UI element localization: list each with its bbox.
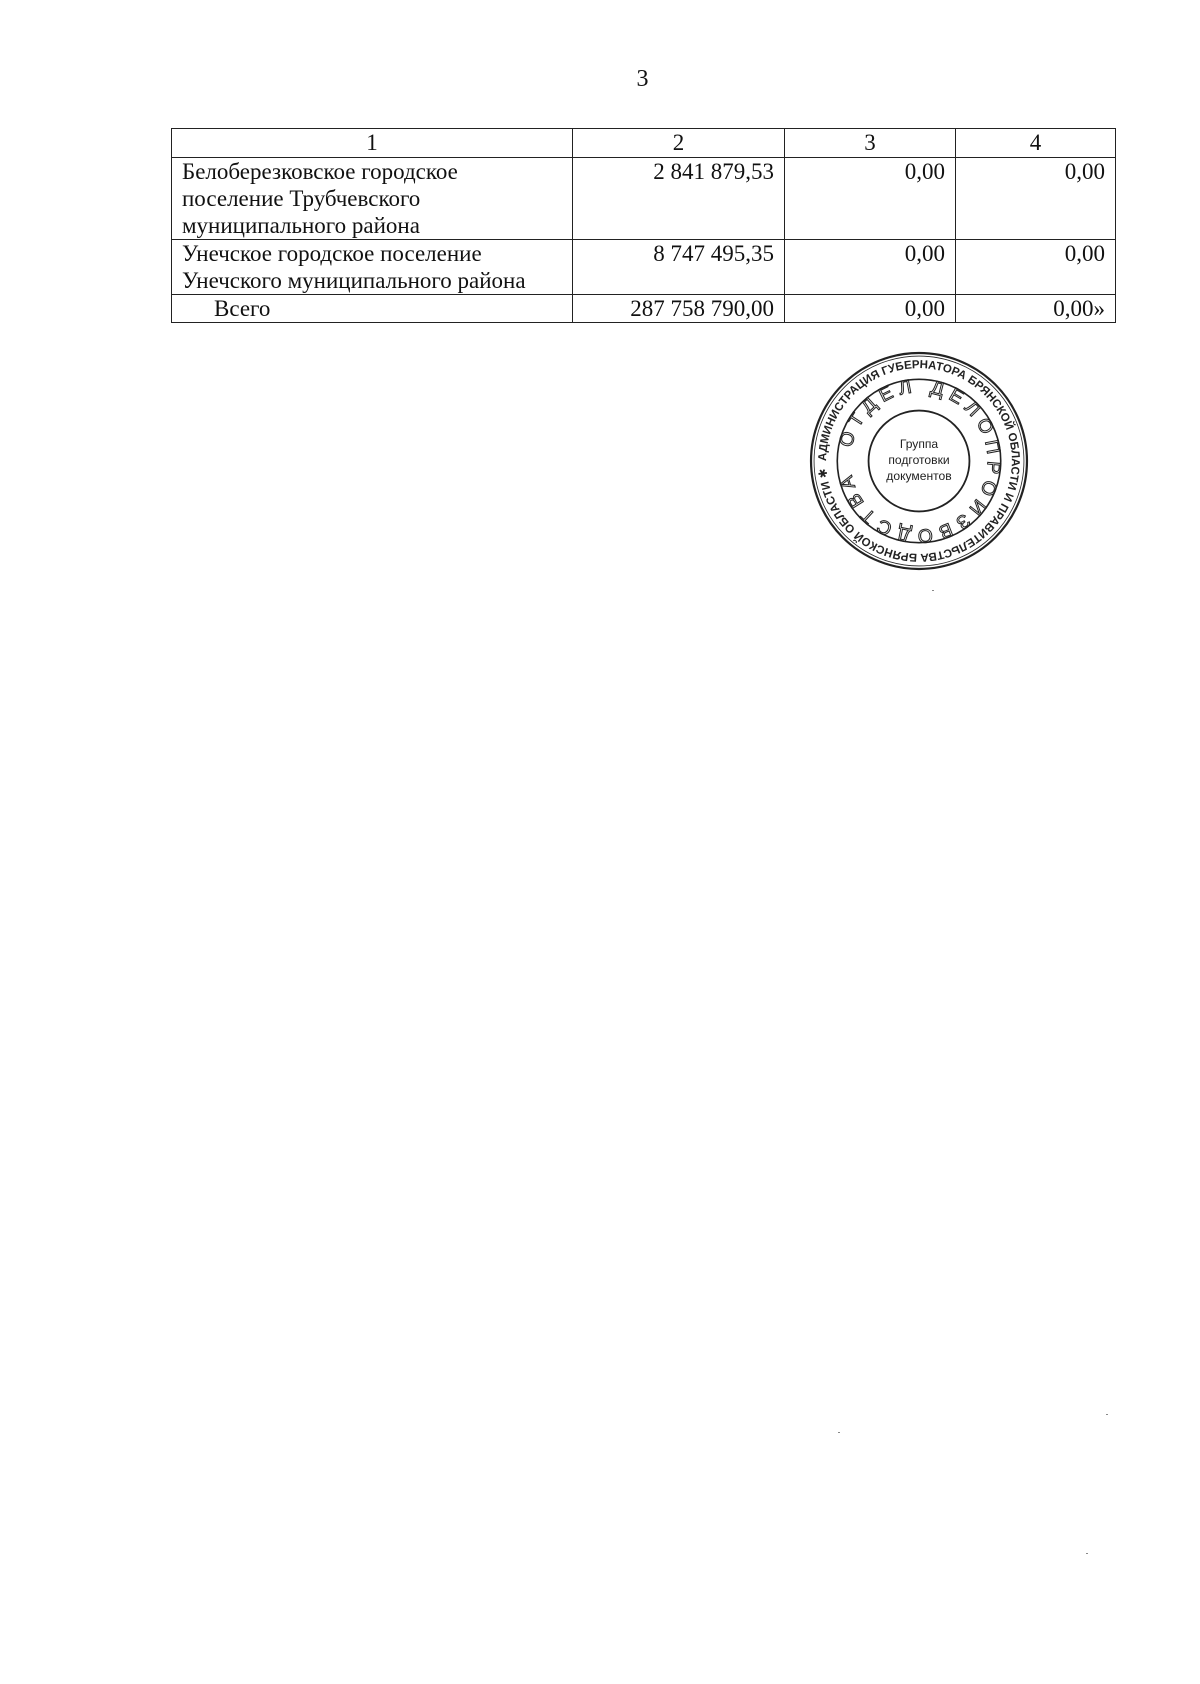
- seal-outer-text: АДМИНИСТРАЦИЯ ГУБЕРНАТОРА БРЯНСКОЙ ОБЛАСТИ И ПРАВИТЕЛЬСТВА БРЯНСКОЙ ОБЛАСТИ ✱: [816, 358, 1022, 564]
- settlement-name-line: Белоберезковское городское: [182, 159, 458, 184]
- amount-col4: 0,00: [956, 158, 1116, 240]
- page-number: 3: [636, 66, 649, 92]
- table-row: [172, 240, 1116, 295]
- settlement-name-line: муниципального района: [182, 213, 420, 238]
- settlement-name-line: Унечского муниципального района: [182, 268, 526, 293]
- table-row: [172, 158, 1116, 240]
- settlement-name-cell: [172, 240, 573, 295]
- seal-center-line: подготовки: [888, 453, 950, 468]
- total-col3: 0,00: [785, 295, 956, 323]
- official-seal-stamp: [808, 350, 1030, 572]
- scan-speck: [1106, 1414, 1108, 1415]
- column-header: 2: [573, 129, 785, 158]
- column-header: 4: [956, 129, 1116, 158]
- scan-speck: [932, 590, 934, 591]
- total-col2: 287 758 790,00: [573, 295, 785, 323]
- total-col4: 0,00»: [956, 295, 1116, 323]
- settlement-name-line: Унечское городское поселение: [182, 241, 482, 266]
- seal-inner-text: ОТДЕЛ ДЕЛОПРОИЗВОДСТВА: [835, 376, 1004, 546]
- seal-center-line: документов: [886, 469, 952, 484]
- table-header-row: [172, 129, 1116, 158]
- scan-speck: [1086, 1553, 1088, 1554]
- amount-col3: 0,00: [785, 158, 956, 240]
- amount-col3: 0,00: [785, 240, 956, 295]
- seal-center-text: [886, 437, 951, 483]
- table-total-row: [172, 295, 1116, 323]
- budget-table: [171, 128, 1116, 323]
- seal-center-line: Группа: [899, 436, 939, 451]
- column-header: 1: [172, 129, 573, 158]
- amount-col2: 2 841 879,53: [573, 158, 785, 240]
- scan-speck: [838, 1432, 840, 1433]
- settlement-name-line: поселение Трубчевского: [182, 186, 421, 211]
- amount-col2: 8 747 495,35: [573, 240, 785, 295]
- column-header: 3: [785, 129, 956, 158]
- total-label: Всего: [172, 295, 573, 323]
- amount-col4: 0,00: [956, 240, 1116, 295]
- settlement-name-cell: [172, 158, 573, 240]
